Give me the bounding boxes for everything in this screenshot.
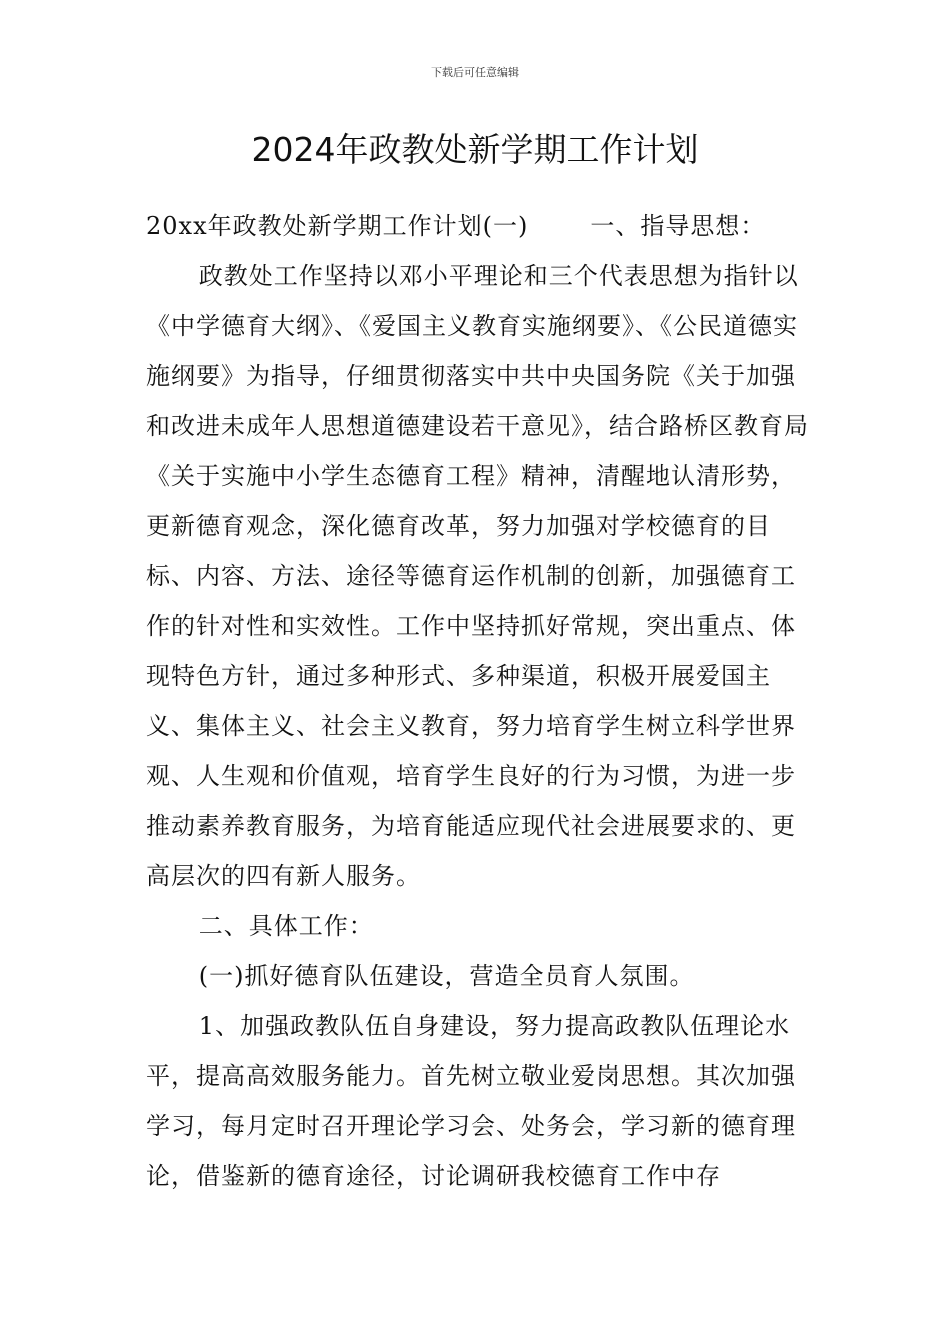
document-body [146, 201, 810, 1201]
paragraph-team-building: 1、加强政教队伍自身建设，努力提高政教队伍理论水平，提高高效服务能力。首先树立敬业爱岗思想。其次加强学习，每月定时召开理论学习会、处务会，学习新的德育理论，借鉴新的德育途径，讨论调研我校德育工作中存 [146, 1012, 796, 1190]
document-subtitle: 20xx年政教处新学期工作计划(一) [146, 212, 529, 240]
document-title: 2024年政教处新学期工作计划 [251, 130, 699, 169]
paragraph-guiding-thought: 政教处工作坚持以邓小平理论和三个代表思想为指针以《中学德育大纲》、《爱国主义教育实施纲要》、《公民道德实施纲要》为指导，仔细贯彻落实中共中央国务院《关于加强和改进未成年人思想道德建设若干意见》，结合路桥区教育局《关于实施中小学生态德育工程》精神，清醒地认清形势，更新德育观念，深化德育改革，努力加强对学校德育的目标、内容、方法、途径等德育运作机制的创新，加强德育工作的针对性和实效性。工作中坚持抓好常规，突出重点、体现特色方针，通过多种形式、多种渠道，积极开展爱国主义、集体主义、社会主义教育，努力培育学生树立科学世界观、人生观和价值观，培育学生良好的行为习惯，为进一步推动素养教育服务，为培育能适应现代社会进展要求的、更高层次的四有新人服务。 [146, 262, 809, 890]
section-heading-guiding-thought: 一、指导思想： [590, 212, 766, 240]
page-header: 下载后可任意编辑 [431, 66, 519, 79]
section-heading-specific-work: 二、具体工作： [198, 912, 374, 940]
intro-line [146, 201, 810, 251]
subsection-heading-team-building: (一)抓好德育队伍建设，营造全员育人氛围。 [198, 962, 695, 990]
